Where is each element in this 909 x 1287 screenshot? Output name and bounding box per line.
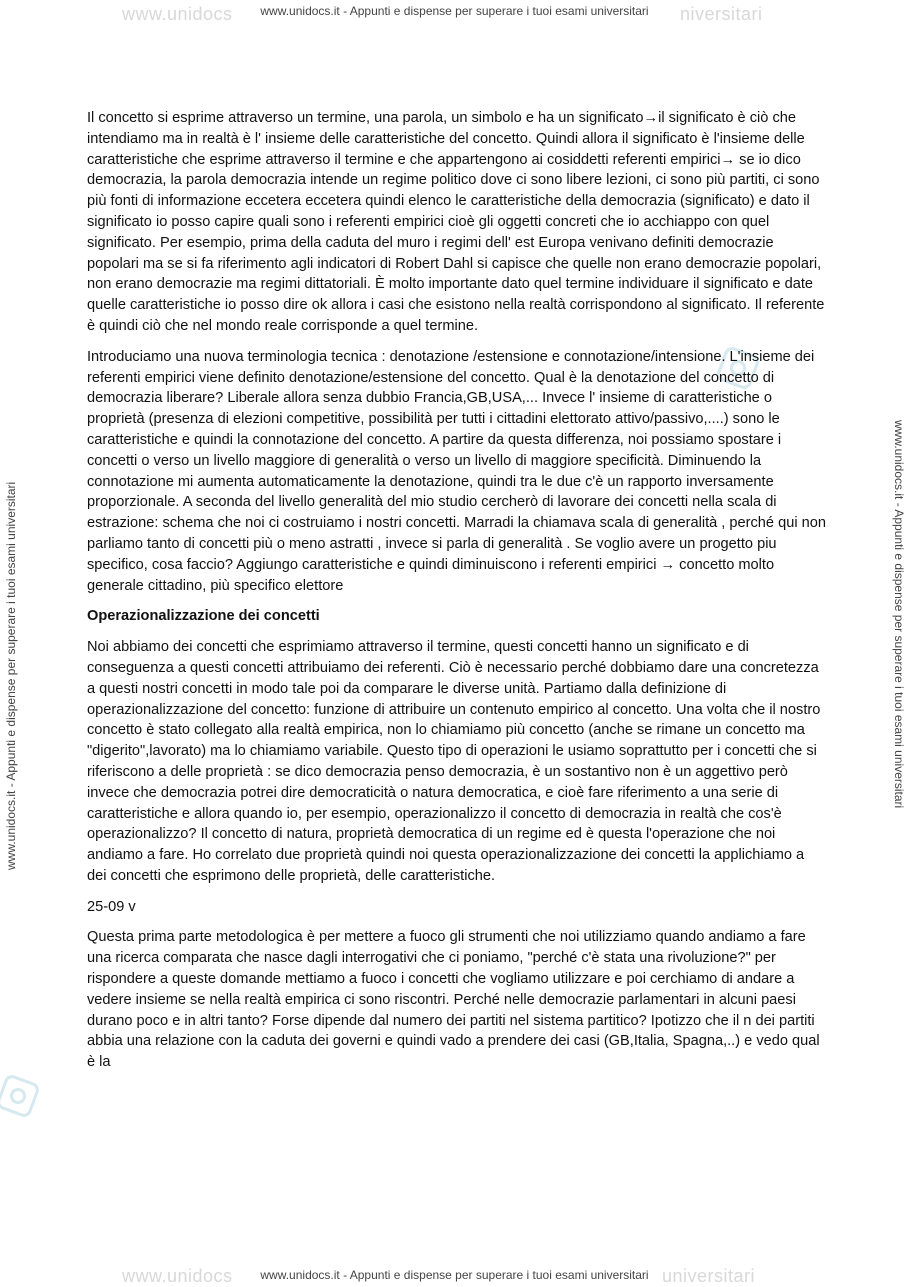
watermark-logo-icon: [0, 1073, 41, 1119]
right-side-watermark: www.unidocs.it - Appunti e dispense per superare i tuoi esami universitari: [892, 420, 906, 809]
date-note: 25-09 v: [87, 898, 136, 915]
paragraph: Noi abbiamo dei concetti che esprimiamo attraverso il termine, questi concetti hanno un significato e di conseguenza a questi concetti attribuiamo dei referenti. Ciò è necessario perché dobbiamo dare una concretezza a questi nostri concetti in modo tale poi da comparare le diverse unità. Partiamo dalla definizione di operazionalizzazione del concetto: funzione di attribuire un contenuto empirico al concetto. Una volta che il nostro concetto è stato collegato alla realtà empirica, non lo chiamiamo più concetto (anche se rimane un concetto ma "digerito",lavorato) ma lo chiamiamo variabile. Questo tipo di operazioni le usiamo soprattutto per i concetti che si riferiscono a delle proprietà : se dico democrazia penso democrazia, è un sostantivo non è un aggettivo però invece che democrazia potrei dire democraticità o natura democratica, e cioè fare riferimento a una serie di caratteristiche e allora quando io, per esempio, operazionalizzo il concetto di democrazia in realtà che cos'è operazionalizzo? Il concetto di natura, proprietà democratica di un regime ed è questa l'operazione che noi andiamo a fare. Ho correlato due proprietà quindi noi questa operazionalizzazione dei concetti la applichiamo a dei concetti che esprimono delle proprietà, delle caratteristiche.: [87, 639, 821, 884]
footer-watermark: www.unidocs.it - Appunti e dispense per superare i tuoi esami universitari: [260, 1268, 649, 1282]
paragraph: Questa prima parte metodologica è per mettere a fuoco gli strumenti che noi utilizziamo quando andiamo a fare una ricerca comparata che nasce dagli interrogativi che ci poniamo, "perché c'è stata una rivoluzione?" per rispondere a queste domande mettiamo a fuoco i concetti che vogliamo utilizzare e poi cerchiamo di andare a vedere insieme se nella realtà empirica ci sono riscontri. Perché nelle democrazie parlamentari in alcuni paesi durano poco e in altri tanto? Forse dipende dal numero dei partiti nel sistema partitico? Ipotizzo che il n dei partiti abbia una relazione con la caduta dei governi e quindi vado a prendere dei casi (GB,Italia, Spagna,..) e vedo qual è la: [87, 929, 820, 1071]
header-watermark: www.unidocs.it - Appunti e dispense per superare i tuoi esami universitari: [260, 4, 649, 18]
watermark-ghost-text: www.unidocs: [122, 1266, 233, 1286]
watermark-ghost-text: niversitari: [680, 4, 763, 24]
watermark-ghost-text: www.unidocs: [122, 4, 233, 24]
section-heading: Operazionalizzazione dei concetti: [87, 608, 320, 625]
paragraph: Il concetto si esprime attraverso un termine, una parola, un simbolo e ha un significato→il significato è ciò che intendiamo ma in realtà è l' insieme delle caratteristiche del concetto. Quindi allora il significato è l'insieme delle caratteristiche che esprime attraverso il termine e che appartengono ai cosiddetti referenti empirici→ se io dico democrazia, la parola democrazia intende un regime politico dove ci sono libere lezioni, ci sono più partiti, ci sono più fonti di informazione eccetera eccetera quindi elenco le caratteristiche della democrazia (significato) e dato il significato io posso capire quali sono i referenti empirici cioè gli oggetti concreti che io acchiappo con quel significato. Per esempio, prima della caduta del muro i regimi dell' est Europa venivano definiti democrazie popolari ma se si fa riferimento agli indicatori di Robert Dahl si capisce che quelle non erano democrazie popolari, non erano democrazie ma regimi dittatoriali. È molto importante dato quel termine individuare il significato e date quelle caratteristiche io posso dire ok allora i casi che esistono nella realtà corrispondono al significato. Il referente è quindi ciò che nel mondo reale corrisponde a quel termine.: [87, 110, 825, 334]
watermark-ghost-text: universitari: [662, 1266, 756, 1286]
document-body: [87, 108, 827, 1083]
left-side-watermark: www.unidocs.it - Appunti e dispense per superare i tuoi esami universitari: [4, 481, 18, 870]
paragraph: Introduciamo una nuova terminologia tecnica : denotazione /estensione e connotazione/intensione. L'insieme dei referenti empirici viene definito denotazione/estensione del concetto. Qual è la denotazione del concetto di democrazia liberare? Liberale allora senza dubbio Francia,GB,USA,... Invece l' insieme di caratteristiche o proprietà (presenza di elezioni competitive, possibilità per tutti i cittadini elettorato attivo/passivo,....) sono le caratteristiche e quindi la connotazione del concetto. A partire da questa differenza, noi possiamo spostare i concetti o verso un livello maggiore di generalità o verso un livello di maggiore specificità. Diminuendo la connotazione mi aumenta automaticamente la denotazione, quindi tra le due c'è un rapporto inversamente proporzionale. A seconda del livello generalità del mio studio cercherò di lavorare dei concetti nella scala di estrazione: schema che noi ci costruiamo i nostri concetti. Marradi la chiamava scala di generalità , perché qui non parliamo tanto di concetti più o meno astratti , invece si parla di generalità . Se voglio avere un progetto piu specifico, cosa faccio? Aggiungo caratteristiche e quindi diminuiscono i referenti empirici → concetto molto generale cittadino, più specifico elettore: [87, 348, 826, 594]
